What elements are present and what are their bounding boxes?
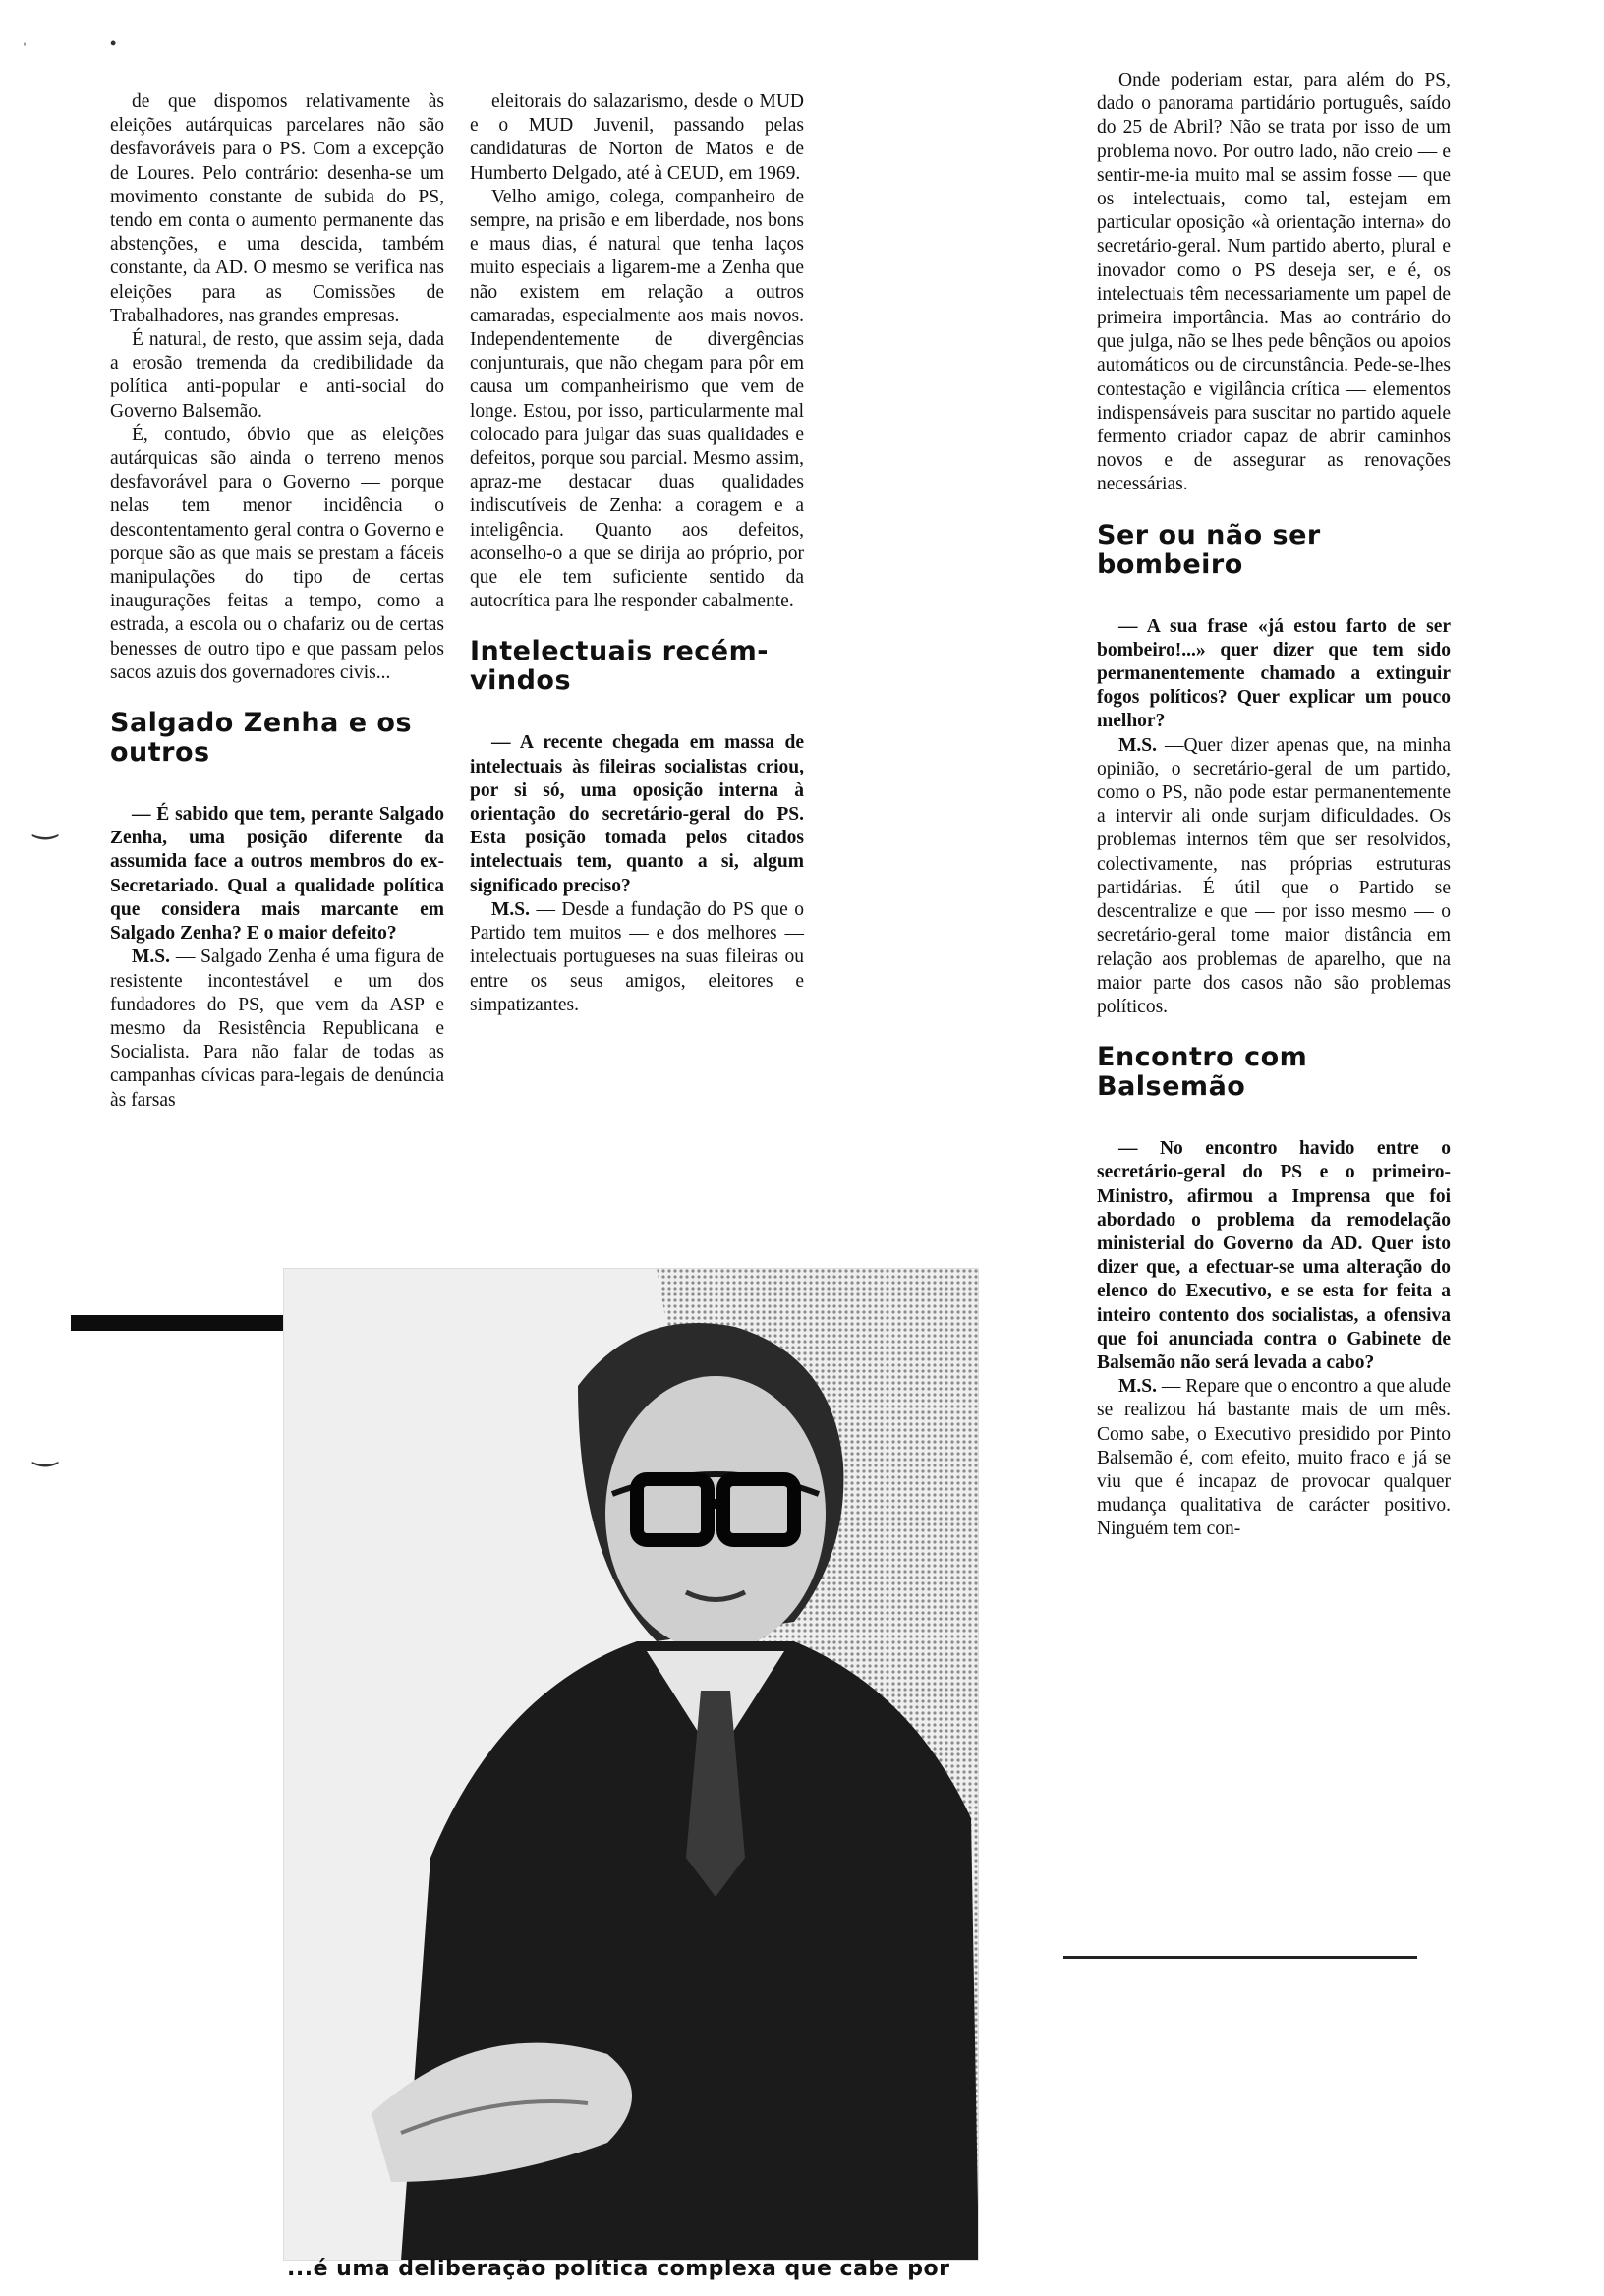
left-column (110, 90, 444, 1113)
section-heading: Ser ou não ser bombeiro (1097, 519, 1321, 580)
answer-text: — Desde a fundação do PS que o Partido tem muitos — e dos melhores — intelectuais portugueses na suas fileiras ou entre os seus amigos, eleitores e simpatizantes. (470, 898, 804, 1015)
answer-paragraph (110, 946, 444, 1112)
column-end-rule (1063, 1956, 1417, 1959)
scan-mark: • (110, 33, 117, 53)
scan-mark: ˈ (22, 39, 28, 59)
section-heading: Salgado Zenha e os outros (110, 708, 413, 769)
body-paragraph: Velho amigo, colega, companheiro de sempre, na prisão e em liberdade, nos bons e maus dias, é natural que tenha laços muito especiais a ligarem-me a Zenha que não existem em relação a outros camaradas, especialmente aos mais novos. Independentemente de divergências conjunturais, que não chegam para pôr em causa um companheirismo que vem de longe. Estou, por isso, particularmente mal colocado para julgar das suas qualidades e defeitos, porque sou parcial. Mesmo assim, apraz-me destacar duas qualidades indiscutíveis de Zenha: a coragem e a inteligência. Quanto aos defeitos, aconselho-o a que se dirija ao próprio, por que ele tem suficiente sentido da autocrítica para lhe responder cabalmente. (470, 186, 804, 612)
question-paragraph: — A sua frase «já estou farto de ser bombeiro!...» quer dizer que tem sido permanentemente chamado a extinguir fogos políticos? Quer explicar um pouco melhor? (1097, 615, 1451, 732)
speaker-label: M.S. (491, 898, 530, 920)
section-heading: Intelectuais recém-vindos (470, 636, 769, 697)
body-paragraph: É natural, de resto, que assim seja, dada a erosão tremenda da credibilidade da política anti-popular e anti-social do Governo Balsemão. (110, 329, 444, 422)
question-paragraph: — No encontro havido entre o secretário-geral do PS e o primeiro-Ministro, afirmou a Imprensa que foi abordado o problema da remodelação ministerial do Governo da AD. Quer isto dizer que, a efectuar-se uma alteração do elenco do Executivo, e se esta for feita a inteiro contento dos socialistas, a ofensiva que foi anunciada contra o Gabinete de Balsemão não será levada a cabo? (1097, 1138, 1451, 1373)
middle-column (470, 90, 804, 1017)
question-paragraph: — A recente chegada em massa de intelectuais às fileiras socialistas criou, por si só, uma oposição interna à orientação do secretário-geral do PS. Esta posição tomada pelos citados intelectuais tem, quanto a si, algum significado preciso? (470, 732, 804, 896)
answer-text: —Quer dizer apenas que, na minha opinião, o secretário-geral de um partido, como o PS, não pode estar permanentemente a intervir ali onde surjam dificuldades. Os problemas internos têm que ser resolvidos, colectivamente, nas próprias estruturas partidárias. É útil que o Partido se descentralize e que — por isso mesmo — o secretário-geral tome maior distância em relação aos problemas de aparelho, que na maior parte dos casos não são problemas políticos. (1097, 734, 1451, 1017)
photo-caption: ...é uma deliberação política complexa que cabe por (287, 2257, 950, 2281)
body-paragraph: Onde poderiam estar, para além do PS, dado o panorama partidário português, saído do 25 de Abril? Não se trata por isso de um problema novo. Por outro lado, não creio — e sentir-me-ia muito mal se assim fosse — que os intelectuais, como tal, estejam em particular oposição «à orientação interna» do secretário-geral. Num partido aberto, plural e inovador como o PS deseja ser, e é, os intelectuais têm necessariamente um papel de primeira importância. Mas ao contrário do que julga, não se lhes pede bênçãos ou apoios automáticos ou de circunstância. Pede-se-lhes contestação e vigilância crítica — elementos indispensáveis para suscitar no partido aquele fermento criador capaz de abrir caminhos novos e de assegurar as renovações necessárias. (1097, 70, 1451, 495)
body-paragraph: É, contudo, óbvio que as eleições autárquicas são ainda o terreno menos desfavorável para o Governo — porque nelas tem menor incidência o descontentamento geral contra o Governo e porque são as que mais se prestam a fáceis manipulações do tipo de certas inaugurações feitas a tempo, como a estrada, a escola ou o chafariz ou de certas benesses de outro tipo e que passam pelos sacos azuis dos governadores civis... (110, 424, 444, 683)
question-paragraph: — É sabido que tem, perante Salgado Zenha, uma posição diferente da assumida face a outros membros do ex-Secretariado. Qual a qualidade política que considera mais marcante em Salgado Zenha? E o maior defeito? (110, 804, 444, 945)
portrait-photo (283, 1268, 979, 2261)
answer-paragraph (470, 898, 804, 1017)
body-paragraph: de que dispomos relativamente às eleições autárquicas parcelares não são desfavoráveis para o PS. Com a excepção de Loures. Pelo contrário: desenha-se um movimento constante de subida do PS, tendo em conta o aumento permanente das abstenções, e uma descida, também constante, da AD. O mesmo se verifica nas eleições para as Comissões de Trabalhadores, nas grandes empresas. (110, 91, 444, 326)
section-heading: Encontro com Balsemão (1097, 1042, 1308, 1103)
margin-mark: ‿ (33, 1434, 58, 1466)
answer-paragraph (1097, 734, 1451, 1019)
margin-mark: ‿ (33, 807, 58, 839)
portrait-image (283, 1268, 979, 2261)
answer-paragraph (1097, 1375, 1451, 1541)
answer-text: — Repare que o encontro a que alude se realizou há bastante mais de um mês. Como sabe, o Executivo presidido por Pinto Balsemão é, com efeito, muito fraco e já se viu que é incapaz de provocar qualquer mudança qualitativa de carácter positivo. Ninguém tem con- (1097, 1376, 1451, 1540)
speaker-label: M.S. (1118, 1376, 1157, 1398)
speaker-label: M.S. (1118, 734, 1157, 756)
right-column (1097, 69, 1451, 1542)
speaker-label: M.S. (132, 947, 170, 968)
answer-text: — Salgado Zenha é uma figura de resistente incontestável e um dos fundadores do PS, que vem da ASP e mesmo da Resistência Republicana e Socialista. Para não falar de todas as campanhas cívicas para-legais de denúncia às farsas (110, 947, 444, 1111)
body-paragraph: eleitorais do salazarismo, desde o MUD e o MUD Juvenil, passando pelas candidaturas de Norton de Matos e de Humberto Delgado, até à CEUD, em 1969. (470, 91, 804, 184)
